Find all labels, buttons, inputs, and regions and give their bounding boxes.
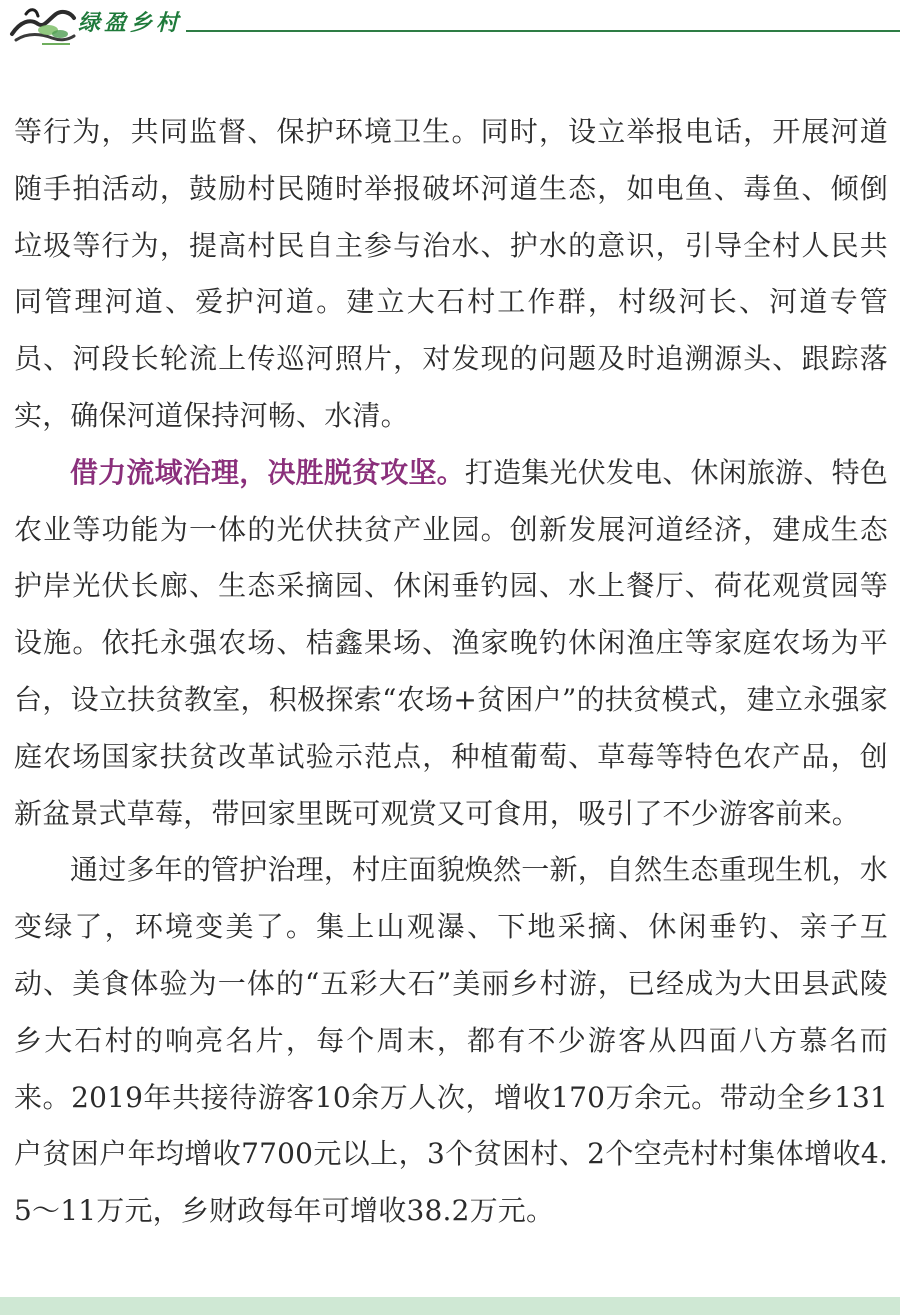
paragraph-1: 等行为，共同监督、保护环境卫生。同时，设立举报电话，开展河道随手拍活动，鼓励村民随时举报破坏河道生态，如电鱼、毒鱼、倾倒垃圾等行为，提高村民自主参与治水、护水的意识，引导全村人民共同管理河道、爱护河道。建立大石村工作群，村级河长、河道专管员、河段长轮流上传巡河照片，对发现的问题及时追溯源头、跟踪落实，确保河道保持河畅、水清。 xyxy=(14,115,888,432)
page-header xyxy=(0,0,900,50)
paragraph-2-body: 打造集光伏发电、休闲旅游、特色农业等功能为一体的光伏扶贫产业园。创新发展河道经济，建成生态护岸光伏长廊、生态采摘园、休闲垂钓园、水上餐厅、荷花观赏园等设施。依托永强农场、桔鑫果场、渔家晚钓休闲渔庄等家庭农场为平台，设立扶贫教室，积极探索“农场+贫困户”的扶贫模式，建立永强家庭农场国家扶贫改革试验示范点，种植葡萄、草莓等特色农产品，创新盆景式草莓，带回家里既可观赏又可食用，吸引了不少游客前来。 xyxy=(14,455,888,830)
paragraph-2 xyxy=(14,445,888,843)
header-title: 绿盈乡村 xyxy=(78,11,183,36)
header-divider xyxy=(186,30,900,32)
article-body xyxy=(14,104,888,1240)
paragraph-3: 通过多年的管护治理，村庄面貌焕然一新，自然生态重现生机，水变绿了，环境变美了。集上山观瀑、下地采摘、休闲垂钓、亲子互动、美食体验为一体的“五彩大石”美丽乡村游，已经成为大田县武陵乡大石村的响亮名片，每个周末，都有不少游客从四面八方慕名而来。2019年共接待游客10余万人次，增收170万余元。带动全乡131户贫困户年均增收7700元以上，3个贫困村、2个空壳村村集体增收4.5～11万元，乡财政每年可增收38.2万元。 xyxy=(14,853,888,1228)
paragraph-2-lead: 借力流域治理，决胜脱贫攻坚。 xyxy=(70,455,465,489)
footer-band xyxy=(0,1297,900,1315)
ink-brush-landscape-icon xyxy=(8,4,78,48)
